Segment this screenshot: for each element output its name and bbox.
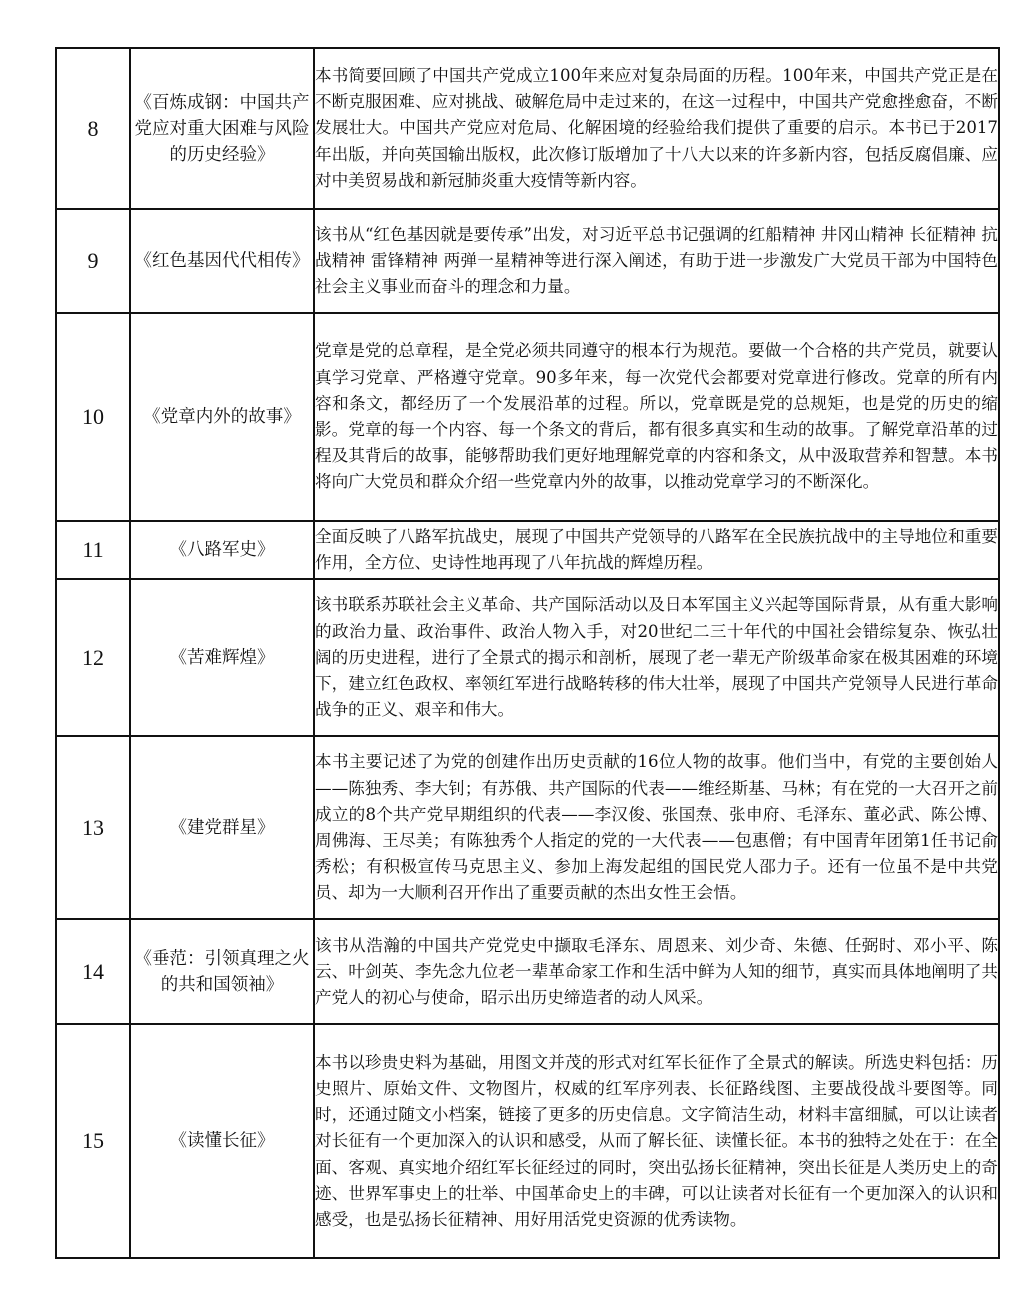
table-row (56, 48, 999, 209)
row-number: 9 (56, 209, 130, 313)
table-row (56, 1024, 999, 1258)
table-row (56, 736, 999, 919)
book-title: 《建党群星》 (130, 736, 314, 919)
table-row (56, 313, 999, 521)
book-title: 《垂范：引领真理之火的共和国领袖》 (130, 919, 314, 1024)
book-title: 《苦难辉煌》 (130, 579, 314, 736)
row-number: 13 (56, 736, 130, 919)
book-description-text: 全面反映了八路军抗战史，展现了中国共产党领导的八路军在全民族抗战中的主导地位和重要作用，全方位、史诗性地再现了八年抗战的辉煌历程。 (315, 527, 998, 573)
book-title: 《八路军史》 (130, 521, 314, 579)
book-description (314, 919, 999, 1024)
row-number: 12 (56, 579, 130, 736)
row-number: 15 (56, 1024, 130, 1258)
book-title: 《百炼成钢：中国共产党应对重大困难与风险的历史经验》 (130, 48, 314, 209)
book-description-text: 本书简要回顾了中国共产党成立100年来应对复杂局面的历程。100年来，中国共产党正是在不断克服困难、应对挑战、破解危局中走过来的，在这一过程中，中国共产党愈挫愈奋，不断发展壮大。中国共产党应对危局、化解困境的经验给我们提供了重要的启示。本书已于2017年出版，并向英国输出版权，此次修订版增加了十八大以来的许多新内容，包括反腐倡廉、应对中美贸易战和新冠肺炎重大疫情等新内容。 (315, 65, 998, 190)
table-row (56, 919, 999, 1024)
book-description-text: 本书主要记述了为党的创建作出历史贡献的16位人物的故事。他们当中，有党的主要创始人——陈独秀、李大钊；有苏俄、共产国际的代表——维经斯基、马林；有在党的一大召开之前成立的8个共产党早期组织的代表——李汉俊、张国焘、张申府、毛泽东、董必武、陈公博、周佛海、王尽美；有陈独秀个人指定的党的一大代表——包惠僧；有中国青年团第1任书记俞秀松；有积极宣传马克思主义、参加上海发起组的国民党人邵力子。还有一位虽不是中共党员、却为一大顺利召开作出了重要贡献的杰出女性王会悟。 (315, 752, 998, 903)
book-description (314, 313, 999, 521)
book-description (314, 1024, 999, 1258)
book-description (314, 521, 999, 579)
book-description-text: 该书联系苏联社会主义革命、共产国际活动以及日本军国主义兴起等国际背景，从有重大影响的政治力量、政治事件、政治人物入手，对20世纪二三十年代的中国社会错综复杂、恢弘壮阔的历史进程，进行了全景式的揭示和剖析，展现了老一辈无产阶级革命家在极其困难的环境下，建立红色政权、率领红军进行战略转移的伟大壮举，展现了中国共产党领导人民进行革命战争的正义、艰辛和伟大。 (315, 595, 998, 720)
book-description (314, 579, 999, 736)
book-description (314, 736, 999, 919)
book-description-text: 本书以珍贵史料为基础，用图文并茂的形式对红军长征作了全景式的解读。所选史料包括：历史照片、原始文件、文物图片，权威的红军序列表、长征路线图、主要战役战斗要图等。同时，还通过随文小档案，链接了更多的历史信息。文字简洁生动，材料丰富细腻，可以让读者对长征有一个更加深入的认识和感受，从而了解长征、读懂长征。本书的独特之处在于：在全面、客观、真实地介绍红军长征经过的同时，突出弘扬长征精神，突出长征是人类历史上的奇迹、世界军事史上的壮举、中国革命史上的丰碑，可以让读者对长征有一个更加深入的认识和感受，也是弘扬长征精神、用好用活党史资源的优秀读物。 (315, 1052, 998, 1229)
row-number: 10 (56, 313, 130, 521)
table-row (56, 521, 999, 579)
book-description-text: 该书从浩瀚的中国共产党党史中撷取毛泽东、周恩来、刘少奇、朱德、任弼时、邓小平、陈云、叶剑英、李先念九位老一辈革命家工作和生活中鲜为人知的细节，真实而具体地阐明了共产党人的初心与使命，昭示出历史缔造者的动人风采。 (315, 935, 998, 1007)
row-number: 8 (56, 48, 130, 209)
book-description (314, 209, 999, 313)
book-title: 《红色基因代代相传》 (130, 209, 314, 313)
book-description-text: 党章是党的总章程，是全党必须共同遵守的根本行为规范。要做一个合格的共产党员，就要认真学习党章、严格遵守党章。90多年来，每一次党代会都要对党章进行修改。党章的所有内容和条文，都经历了一个发展沿革的过程。所以，党章既是党的总规矩，也是党的历史的缩影。党章的每一个内容、每一个条文的背后，都有很多真实和生动的故事。了解党章沿革的过程及其背后的故事，能够帮助我们更好地理解党章的内容和条文，从中汲取营养和智慧。本书将向广大党员和群众介绍一些党章内外的故事，以推动党章学习的不断深化。 (315, 341, 998, 492)
book-list-table (55, 47, 1000, 1259)
table-row (56, 579, 999, 736)
table-row (56, 209, 999, 313)
book-description-text: 该书从“红色基因就是要传承”出发，对习近平总书记强调的红船精神 井冈山精神 长征精神 抗战精神 雷锋精神 两弹一星精神等进行深入阐述，有助于进一步激发广大党员干部为中国特色社会主义事业而奋斗的理念和力量。 (315, 224, 998, 297)
book-title: 《党章内外的故事》 (130, 313, 314, 521)
row-number: 11 (56, 521, 130, 579)
row-number: 14 (56, 919, 130, 1024)
book-description (314, 48, 999, 209)
book-title: 《读懂长征》 (130, 1024, 314, 1258)
